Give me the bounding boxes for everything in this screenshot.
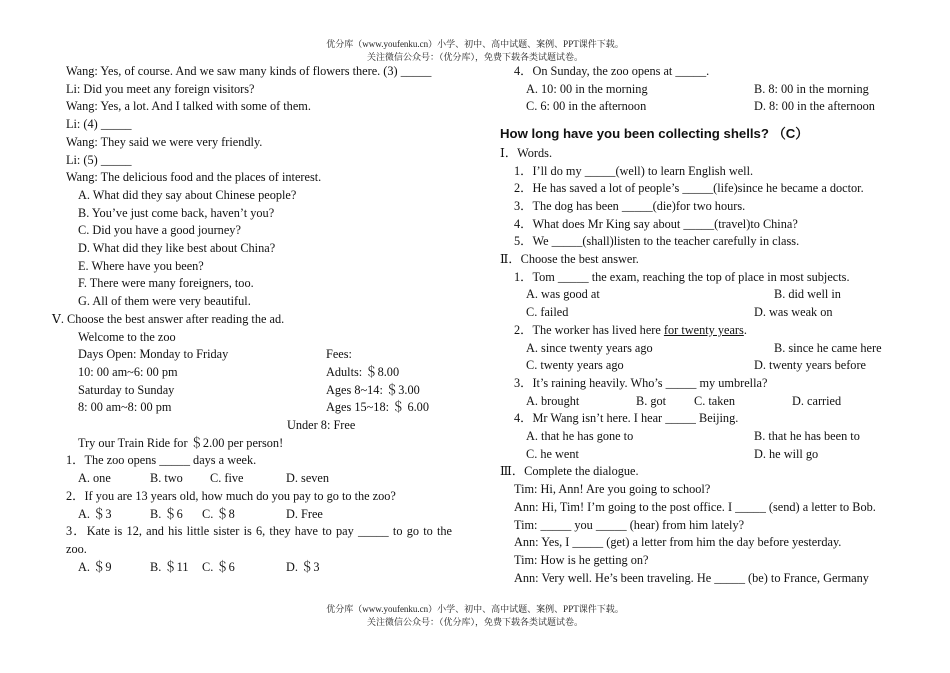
section-title: Ⅲ．Complete the dialogue. — [500, 464, 639, 479]
option-item: F. There were many foreigners, too. — [78, 276, 254, 291]
option-d: D. carried — [792, 393, 842, 408]
choose-question-1-options — [500, 286, 900, 304]
dialogue-line: Tim: Hi, Ann! Are you going to school? — [514, 482, 711, 497]
left-column — [52, 63, 452, 576]
ad-adults-fee: Adults: ＄8.00 — [326, 364, 400, 379]
ad-row — [52, 364, 452, 382]
dialogue-line: Wang: They said we were very friendly. — [66, 134, 263, 149]
choose-question-1-options — [500, 304, 900, 322]
option-c: C. ＄6 — [202, 559, 235, 574]
dialogue-line: Tim: _____ you _____ (hear) from him lately? — [514, 517, 745, 532]
ad-ages-15-18-fee: Ages 15~18: ＄ 6.00 — [326, 400, 429, 415]
choose-question-2 — [500, 322, 900, 340]
dialogue-line: Li: (4) _____ — [66, 117, 132, 132]
dialogue-line: Wang: Yes, of course. And we saw many kinds of flowers there. (3) _____ — [66, 64, 432, 78]
dialogue-line: Wang: The delicious food and the places of interest. — [66, 170, 322, 185]
right-column — [500, 63, 900, 587]
question-4-options — [500, 81, 900, 99]
question-end: . — [743, 322, 747, 337]
ad-row — [52, 346, 452, 364]
page-header — [0, 38, 950, 64]
option-a: A. since twenty years ago — [526, 340, 653, 355]
option-a: A. brought — [526, 393, 580, 408]
dialogue-line: Tim: How is he getting on? — [514, 552, 649, 567]
question-1: 1．The zoo opens _____ days a week. — [66, 453, 257, 468]
ad-weekday-hours: 10: 00 am~6: 00 pm — [78, 364, 178, 379]
choose-question-3: 3．It’s raining heavily. Who’s _____ my umbrella? — [514, 375, 768, 390]
word-item: 2．He has saved a lot of people’s _____(life)since he became a doctor. — [514, 181, 864, 196]
option-c: C. twenty years ago — [526, 358, 624, 373]
ad-weekend: Saturday to Sunday — [78, 382, 175, 397]
ad-welcome: Welcome to the zoo — [78, 329, 176, 344]
option-b: B. did well in — [774, 287, 841, 302]
option-d: D. he will go — [754, 446, 819, 461]
lesson-title: How long have you been collecting shells? （C） — [500, 126, 809, 142]
option-b: B. got — [636, 393, 667, 408]
option-b: B. since he came here — [774, 340, 882, 355]
ad-train-ride: Try our Train Ride for ＄2.00 per person! — [78, 435, 284, 450]
question-4-options — [500, 98, 900, 116]
dialogue-line: Wang: Yes, a lot. And I talked with some of them. — [66, 99, 311, 114]
choose-question-4-options — [500, 446, 900, 464]
option-b: B. ＄6 — [150, 506, 183, 521]
option-a: A. one — [78, 471, 111, 486]
section-title: Ⅰ．Words. — [500, 145, 553, 160]
question-1-options — [52, 470, 452, 488]
choose-question-4: 4．Mr Wang isn’t here. I hear _____ Beijing. — [514, 411, 739, 426]
header-line-1: 优分库（www.youfenku.cn）小学、初中、高中试题、案例、PPT课件下载。 — [326, 39, 624, 49]
word-item: 5．We _____(shall)listen to the teacher carefully in class. — [514, 234, 800, 249]
option-b: B. ＄11 — [150, 559, 189, 574]
option-item: G. All of them were very beautiful. — [78, 294, 251, 309]
option-a: A. ＄9 — [78, 559, 112, 574]
option-c: C. taken — [694, 393, 735, 408]
option-d: D. ＄3 — [286, 559, 320, 574]
ad-weekend-hours: 8: 00 am~8: 00 pm — [78, 400, 172, 415]
word-item: 1．I’ll do my _____(well) to learn English well. — [514, 163, 754, 178]
option-c: C. failed — [526, 305, 569, 320]
word-item: 3．The dog has been _____(die)for two hours. — [514, 198, 746, 213]
choose-question-3-options — [500, 393, 900, 411]
ad-ages-8-14-fee: Ages 8~14: ＄3.00 — [326, 382, 420, 397]
footer-line-2: 关注微信公众号：（优分库），免费下载各类试题试卷。 — [366, 617, 583, 627]
dialogue-line: Ann: Hi, Tim! I’m going to the post office. I _____ (send) a letter to Bob. — [514, 499, 876, 514]
choose-question-2-options — [500, 357, 900, 375]
option-item: B. You’ve just come back, haven’t you? — [78, 205, 275, 220]
option-item: C. Did you have a good journey? — [78, 223, 241, 238]
option-d: D. was weak on — [754, 305, 833, 320]
option-b: B. that he has been to — [754, 429, 860, 444]
ad-row — [52, 382, 452, 400]
question-text: 2．The worker has lived here — [514, 322, 664, 337]
word-item: 4．What does Mr King say about _____(travel)to China? — [514, 216, 798, 231]
choose-question-2-options — [500, 340, 900, 358]
ad-days-open: Days Open: Monday to Friday — [78, 347, 229, 362]
option-a: A. ＄3 — [78, 506, 112, 521]
choose-question-4-options — [500, 428, 900, 446]
choose-question-1: 1．Tom _____ the exam, reaching the top of place in most subjects. — [514, 269, 850, 284]
question-2-options — [52, 506, 452, 524]
option-a: A. was good at — [526, 287, 600, 302]
question-3: 3．Kate is 12, and his little sister is 6, they have to pay _____ to go to the zoo. — [66, 524, 452, 556]
option-d: D. Free — [286, 506, 323, 521]
option-item: A. What did they say about Chinese people? — [78, 187, 297, 202]
option-c: C. 6: 00 in the afternoon — [526, 99, 647, 114]
question-2: 2．If you are 13 years old, how much do you pay to go to the zoo? — [66, 488, 396, 503]
question-3-options — [52, 559, 452, 577]
dialogue-line: Li: Did you meet any foreign visitors? — [66, 81, 255, 96]
option-b: B. two — [150, 471, 183, 486]
option-item: D. What did they like best about China? — [78, 241, 276, 256]
dialogue-line: Ann: Very well. He’s been traveling. He _____ (be) to France, Germany — [514, 570, 869, 585]
page-footer — [0, 603, 950, 629]
section-title: Ⅱ．Choose the best answer. — [500, 252, 639, 267]
option-d: D. 8: 00 in the afternoon — [754, 99, 875, 114]
underlined-phrase: for twenty years — [663, 322, 744, 337]
footer-line-1: 优分库（www.youfenku.cn）小学、初中、高中试题、案例、PPT课件下载。 — [326, 604, 624, 614]
ad-under8-fee: Under 8: Free — [287, 418, 356, 433]
option-c: C. he went — [526, 446, 579, 461]
option-b: B. 8: 00 in the morning — [754, 81, 869, 96]
section-title: Ⅴ. Choose the best answer after reading the ad. — [52, 311, 285, 326]
option-d: D. seven — [286, 471, 330, 486]
dialogue-line: Ann: Yes, I _____ (get) a letter from him the day before yesterday. — [514, 535, 842, 550]
option-c: C. five — [210, 471, 244, 486]
option-a: A. that he has gone to — [526, 429, 634, 444]
option-d: D. twenty years before — [754, 358, 866, 373]
ad-fees: Fees: — [326, 347, 352, 362]
option-a: A. 10: 00 in the morning — [526, 81, 648, 96]
header-line-2: 关注微信公众号：（优分库），免费下载各类试题试卷。 — [366, 52, 583, 62]
ad-row — [52, 399, 452, 417]
option-item: E. Where have you been? — [78, 258, 204, 273]
option-c: C. ＄8 — [202, 506, 235, 521]
question-4: 4．On Sunday, the zoo opens at _____. — [514, 64, 710, 78]
dialogue-line: Li: (5) _____ — [66, 152, 132, 167]
